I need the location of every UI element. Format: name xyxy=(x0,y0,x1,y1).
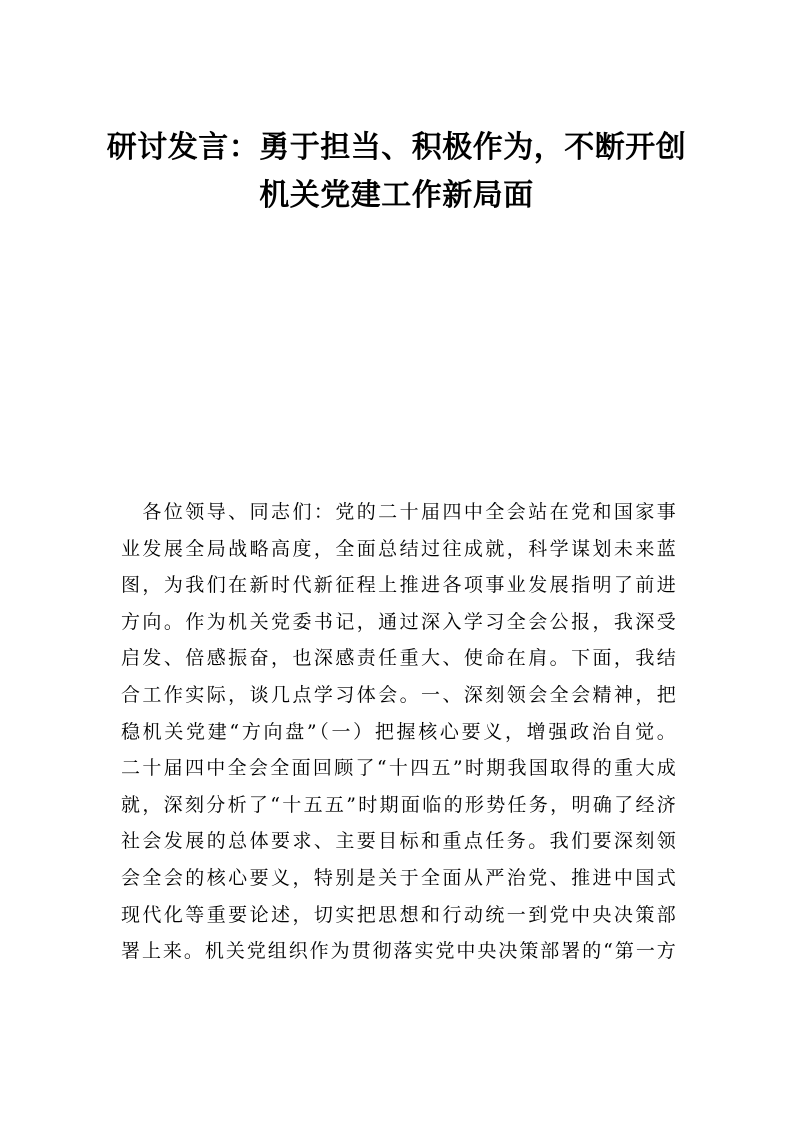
body-line: 二十届四中全会全面回顾了“十四五”时期我国取得的重大成 xyxy=(121,757,677,780)
body-line: 各位领导、同志们：党的二十届四中全会站在党和国家事 xyxy=(121,501,677,523)
title-line-2: 机关党建工作新局面 xyxy=(259,178,534,213)
body-line: 启发、倍感振奋，也深感责任重大、使命在肩。下面，我结 xyxy=(121,647,677,670)
title-line-1: 研讨发言：勇于担当、积极作为，不断开创 xyxy=(106,130,687,165)
body-line: 业发展全局战略高度，全面总结过往成就，科学谋划未来蓝 xyxy=(121,537,677,560)
body-line: 就，深刻分析了“十五五”时期面临的形势任务，明确了经济 xyxy=(121,793,677,816)
body-line: 会全会的核心要义，特别是关于全面从严治党、推进中国式 xyxy=(121,866,677,889)
body-line: 合工作实际，谈几点学习体会。一、深刻领会全会精神，把 xyxy=(121,683,677,706)
body-line: 署上来。机关党组织作为贯彻落实党中央决策部署的“第一方 xyxy=(121,940,677,963)
body-line: 现代化等重要论述，切实把思想和行动统一到党中央决策部 xyxy=(121,903,677,926)
body-line: 方向。作为机关党委书记，通过深入学习全会公报，我深受 xyxy=(121,610,677,633)
body-line: 社会发展的总体要求、主要目标和重点任务。我们要深刻领 xyxy=(121,830,677,853)
body-line: 稳机关党建“方向盘”（一）把握核心要义，增强政治自觉。 xyxy=(121,720,677,743)
body-paragraph xyxy=(121,494,677,970)
document-title xyxy=(96,124,697,220)
body-line: 图，为我们在新时代新征程上推进各项事业发展指明了前进 xyxy=(121,574,677,597)
